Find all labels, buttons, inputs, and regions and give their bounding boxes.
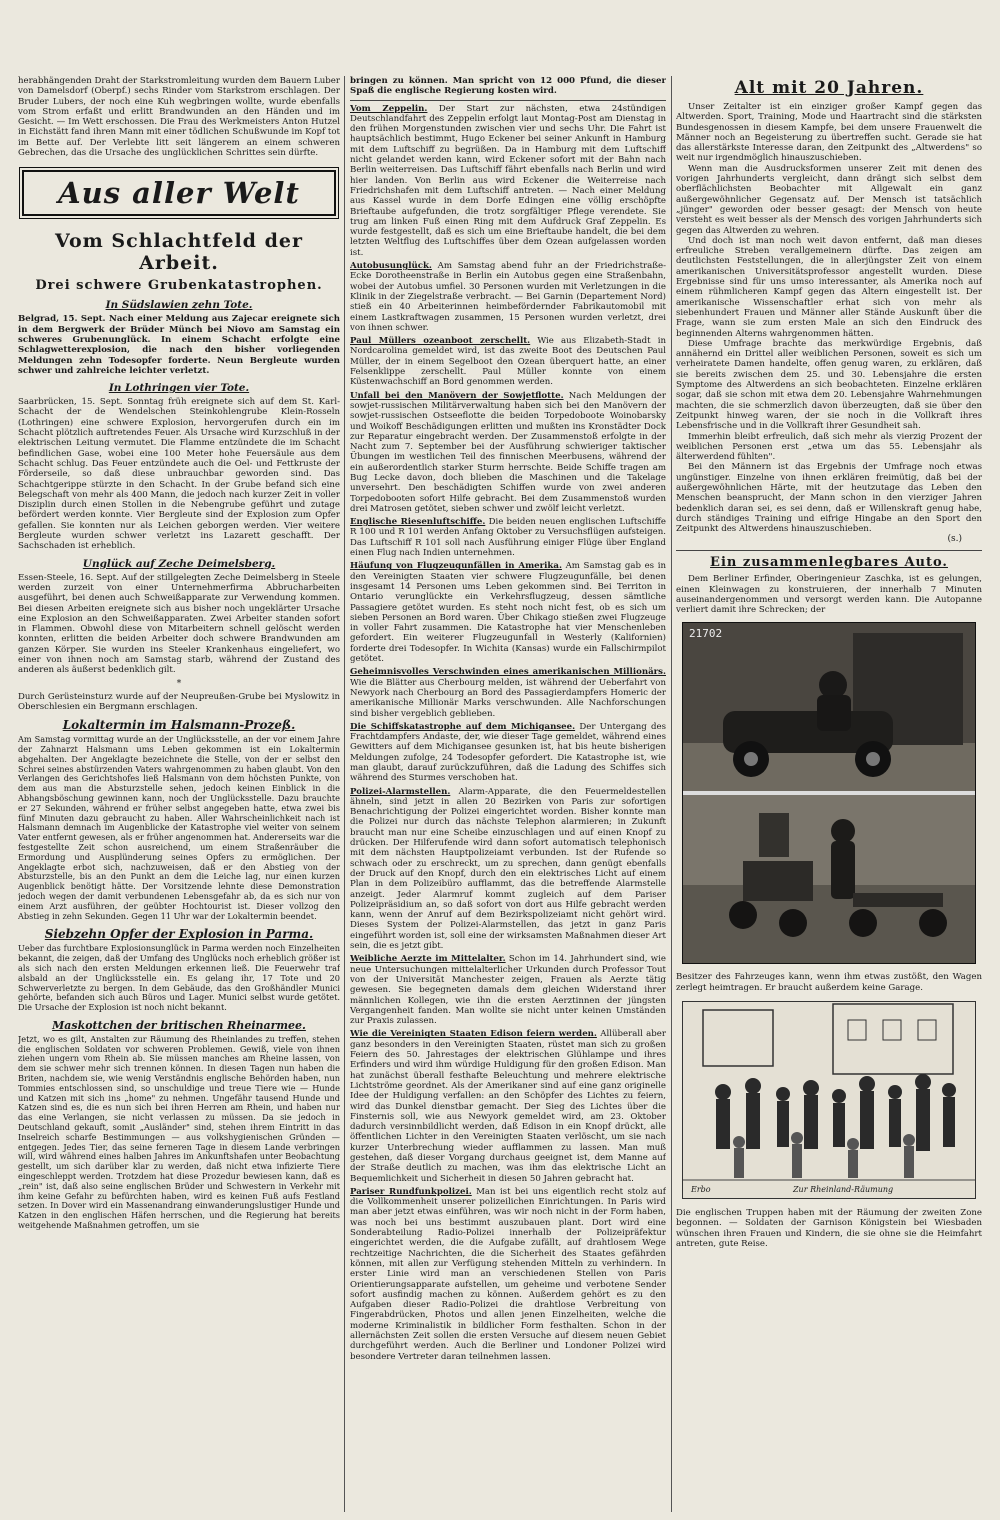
paragraph-alt-1: Unser Zeitalter ist ein einziger großer Kampf gegen das Altwerden. Sport, Training, Mode und Haartracht sind die stärksten Bundesgenossen in diesem Kampfe, bei dem unsere Frauenwelt die Männer noch an Begeisterung zu übertreffen sucht. Gerade sie hat das allerstärkste Interesse daran, den Zeitpunkt des „Altwerdens" so weit nur irgendmöglich hinauszuschieben. [676,102,982,164]
paragraph-alt-5: Immerhin bleibt erfreulich, daß sich mehr als vierzig Prozent der weiblichen Personen erst „etwa um das 55. Lebensjahr als älterwerdend fühlten". [676,431,982,463]
news-item-text: Der Start zur nächsten, etwa 24stündigen Deutschlandfahrt des Zeppelin erfolgt laut Montag-Post am Dienstag in den frühen Morgenstunden zwischen vier und sechs Uhr. Die Fahrt ist hauptsächlich bestimmt, Hugo Eckener bei seiner Ankunft in Hamburg mit dem Luftschiff zu begrüßen. Da in Hamburg mit dem Luftschiff nicht gelandet werden kann, wird Eckener sofort mit der Bahn nach Berlin weiterreisen. Das Luftschiff fährt ebenfalls nach Berlin und wird hier landen. Von Berlin aus wird Eckener die Weiterreise nach Friedrichshafen mit dem Luftschiff antreten. — Nach einer Meldung aus Kassel wurde in dem Dorfe Edingen eine völlig erschöpfte Brieftaube aufgefunden, die trotz sorgfältiger Pflege verendete. Sie trug am linken Fuß einen Ring mit dem Aufdruck Graf Zeppelin. Es wurde festgestellt, daß es sich um eine Brieftaube handelt, die bei dem letzten Weltflug des Luftschiffes über dem Ozean aufgelassen worden ist. [350,103,666,258]
caption-sketch: Die englischen Truppen haben mit der Räumung der zweiten Zone begonnen. — Soldaten der Garnison Königstein bei Wiesbaden wünschen ihren Frauen und Kindern, die sie ohne sie die Heimfahrt antreten, gute Reise. [676,1208,982,1249]
column-rule [344,76,345,1512]
separator-star: * [176,678,182,689]
paragraph-geruesteinsturz: Durch Gerüsteinsturz wurde auf der Neupreußen-Grube bei Myslowitz in Oberschlesien ein Bergmann erschlagen. [18,691,340,712]
news-item-heading: Polizei-Alarmstellen. [350,786,451,797]
subheadline: Drei schwere Grubenkatastrophen. [35,278,323,294]
paragraph-alt-6: Bei den Männern ist das Ergebnis der Umfrage noch etwas ungünstiger. Einzelne von ihnen erklären freimütig, daß bei der außergewöhnlichen Härte, mit der heutzutage das Leben den Menschen beansprucht, der Mann schon in den vierziger Jahren bedenklich daran sei, es sei denn, daß er Willenskraft genug habe, durch ständiges Training und eifrige Hingabe an den Sport den Zeitpunkt des Altwerdens hinauszuschieben. [676,462,982,535]
news-items [350,104,666,1362]
heading-maskottchen: Maskottchen der britischen Rheinarmee. [52,1018,306,1032]
heading-alt-mit-20: Alt mit 20 Jahren. [734,78,924,98]
heading-suedslawien: In Südslawien zehn Tote. [105,299,253,312]
news-item-heading: Pariser Rundfunkpolizei. [350,1186,472,1197]
divider [676,550,982,551]
news-item-text: Allüberall aber ganz besonders in den Vereinigten Staaten, rüstet man sich zu großen Feiern des 50. Jahrestages der elektrischen Glühlampe und ihres Erfinders und wird ihm würdige Huldigung für den großen Edison. Man hat zunächst überall festhafte Beleuchtung und mehrere elektrische Lichtströme geordnet. Als der Amerikaner sind auf eine ganz originelle Idee der Huldigung verfallen: an den Schöpfer des Lichtes zu feiern, wird das Dunkel dienstbar gemacht. Der Sieg des Lichtes über die Finsternis soll, wie aus Newyork gemeldet wird, am 23. Oktober dadurch versinnbildlicht werden, daß Edison in ein Knopf drückt, alle öffentlichen Lichter in den Vereinigten Staaten verlöscht, um sie nach kurzer Unterbrechung wieder aufflammen zu lassen. Man muß gestehen, daß dieser Vorgang durchaus geeignet ist, dem Manne auf der Straße deutlich zu machen, was ihm das elektrische Licht an Bequemlichkeit und Sicherheit in diesen 50 Jahren gebracht hat. [350,1029,666,1184]
sketch-image [683,1002,975,1198]
news-item-heading: Englische Riesenluftschiffe. [350,517,486,528]
news-item-text: Wie die Blätter aus Cherbourg melden, ist während der Ueberfahrt von Newyork nach Cherbourg an Bord des Passagierdampfers Homeric der amerikanische Millionär Marks verschwunden. Alle Nachforschungen sind bisher vergeblich geblieben. [350,677,666,719]
news-item [350,1187,666,1362]
caption-auto: Besitzer des Fahrzeuges kann, wenn ihm etwas zustößt, den Wagen zerlegt heimtragen. Er braucht außerdem keine Garage. [676,972,982,993]
news-item-text: Die beiden neuen englischen Luftschiffe R 100 und R 101 werden Anfang Oktober zu Versuchsflügen aufsteigen. Das Luftschiff R 101 soll nach Ausführung einiger Flüge über England einen Flug nach Indien unternehmen. [350,517,666,559]
news-item-text: Am Samstag gab es in den Vereinigten Staaten vier schwere Flugzeugunfälle, bei denen insgesamt 14 Personen ums Leben gekommen sind. Bei Territon in Ontario verunglückte ein Verkehrsflugzeug, dessen sämtliche Passagiere getötet wurden. Es steht noch nicht fest, ob es sich um sieben Personen an Bord waren. Über Chikago stießen zwei Flugzeuge in voller Fahrt zusammen. Die Katastrophe hat vier Menschenleben gefordert. Ein weiterer Flugzeugunfall in Westerly (Kalifornien) forderte drei Todesopfer. In Wichita (Kansas) wurde ein Fallschirmpilot getötet. [350,561,666,665]
column-rule [671,76,672,1512]
continued-text: bringen zu können. Man spricht von 12 000 Pfund, die dieser Spaß die englische Regierung kosten wird. [350,76,666,101]
news-item-text: Alarm-Apparate, die den Feuermeldestellen ähneln, sind jetzt in allen 20 Bezirken von Paris zur sofortigen Benachrichtigung der Polizei eingerichtet worden. Bisher konnte man die Polizei nur durch das nächste Telephon alarmieren; in Zukunft braucht man nur eine Scheibe einzuschlagen und auf einen Knopf zu drücken. Der Hilferufende wird dann sofort automatisch telephonisch mit dem nächsten Hauptpolizeiamt verbunden. Ist der Rufende so schwach oder zu erschreckt, um zu sprechen, dann genügt ebenfalls der Druck auf den Knopf, durch den ein elektrisches Licht auf einem Plan in dem Polizeibüro aufflammt, das die betreffende Alarmstelle anzeigt. Jeder Alarmruf kommt zugleich auf dem Pariser Polizeipräsidium an, so daß sofort von dort aus Hilfe gebracht werden kann, wenn der Anruf auf dem Bezirkspolizeiamt nicht gehört wird. Dieses System der Polizei-Alarmstellen, das jetzt in ganz Paris eingeführt worden ist, soll eine der wirksamsten Maßnahmen dieser Art sein, die es jetzt gibt. [350,786,666,952]
photo-image [683,623,975,963]
photo-folding-car [682,622,976,964]
heading-lothringen: In Lothringen vier Tote. [108,382,250,395]
column-left [18,76,340,1512]
paragraph-deimelsberg: Essen-Steele, 16. Sept. Auf der stillgelegten Zeche Deimelsberg in Steele werden zurzeit von einer Unternehmerfirma Abbrucharbeiten ausgeführt, bei denen auch Schweißapparate zur Verwendung kommen. Bei diesen Arbeiten ereignete sich aus bisher noch ungeklärter Ursache eine Explosion an den Schweißapparaten. Zwei Arbeiter standen sofort in Flammen. Obwohl diese von Mitarbeitern schnell gelöscht werden konnten, erlitten die beiden Arbeiter doch schwere Brandwunden am ganzen Körper. Sie wurden ins Steeler Krankenhaus eingeliefert, wo einer von ihnen noch am Samstag starb, während der Zustand des anderen als äußerst bedenklich gilt. [18,572,340,676]
news-item [350,261,666,333]
heading-halsmann: Lokaltermin im Halsmann-Prozeß. [62,718,296,733]
paragraph-alt-4: Diese Umfrage brachte das merkwürdige Ergebnis, daß annähernd ein Drittel aller weiblichen Personen, soweit es sich um verheiratete Damen handelte, offen genug waren, zu erklären, daß sie bereits zwischen dem 25. und 30. Lebensjahre die ersten Symptome des Altwerdens an sich beobachteten. Einzelne erklären sogar, daß sie schon mit etwa dem 20. Lebensjahre Wahrnehmungen machten, die sie schmerzlich davon überzeugten, daß sie über den Zeitpunkt hinweg waren, der sie noch in die Vollkraft ihres Lebensfrische und in die Vollkraft ihrer Gesundheit sah. [676,338,982,432]
headline: Vom Schlachtfeld der Arbeit. [55,230,303,275]
heading-auto: Ein zusammenlegbares Auto. [710,555,948,571]
paragraph-maskottchen: Jetzt, wo es gilt, Anstalten zur Räumung des Rheinlandes zu treffen, stehen die englischen Soldaten vor schweren Problemen. Gewiß, viele von ihnen ziehen ungern vom Rhein ab. Sie müssen manches am Rheine lassen, von dem sie schwer mehr sich trennen können. In diesen Tagen nun haben die Briten, nachdem sie, wie wenig Verständnis englische Behörden haben, nun Tommies entschlossen sind, so unschuldige und treue Tiere wie — Hunde und Katzen mit sich ins „home" zu nehmen. Ungefähr tausend Hunde und Katzen sind es, die es nun sich bei ihren Herren am Rhein, und haben nur das eine Verlangen, sie nicht verlassen zu müssen. Da sie jedoch in Deutschland gekauft, somit „Ausländer" sind, stehen ihrem Eintritt in das Inselreich scharfe Bestimmungen — aus volkshygienischen Gründen — entgegen. Jedes Tier, das seine ferneren Tage in diesem Lande verbringen will, wird während eines halben Jahres im Ankunftshafen unter Beobachtung gestellt, um sich darüber klar zu werden, daß nicht etwa infizierte Tiere eingeschleppt werden. Trotzdem hat diese Prozedur bewiesen kann, daß es „rein" ist, daß also seine englischen Brüder und Schwestern in Verkehr mit ihm keine Gefahr zu befürchten haben, wird es keinen Fuß aufs Festland setzen. In Dover wird ein Massenandrang einwanderungslustiger Hunde und Katzen in den englischen Häfen herrschen, und die Regierung hat bereits weitgehende Maßnahmen getroffen, um sie [18,1033,340,1231]
news-item-text: Schon im 14. Jahrhundert sind, wie neue Untersuchungen mittelalterlicher Urkunden durch Professor Tout von der Universität Manchester zeigen, Frauen als Aerzte tätig gewesen. Sie begegneten damals dem gleichen Widerstand ihrer männlichen Kollegen, wie ihn die ersten Aerztinnen der jüngsten Vergangenheit fanden. Man wollte sie nicht unter keinen Umständen zur Praxis zulassen. [350,954,666,1027]
news-item-text: Wie aus Elizabeth-Stadt in Nordcarolina gemeldet wird, ist das zweite Boot des Deutschen Paul Müller, der in einem Segelboot den Ozean überquert hatte, an einer Felsenklippe zerschellt. Paul Müller konnte von einem Küstenwachschiff an Bord genommen werden. [350,336,666,388]
heading-deimelsberg: Unglück auf Zeche Deimelsberg. [82,557,276,570]
news-item [350,1029,666,1183]
heading-parma: Siebzehn Opfer der Explosion in Parma. [44,927,314,942]
paragraph-alt-3: Und doch ist man noch weit davon entfernt, daß man dieses erfreuliche Streben verallgemeinern dürfte. Das zeigen am deutlichsten Feststellungen, die in allerjüngster Zeit von einem amerikanischen Universitätsprofessor angestellt wurden. Diese Ergebnisse sind für uns umso interessanter, als Amerika noch auf einem rühmlicheren Kampf gegen das Altern eingestellt ist. Der amerikanische Wissenschaftler erhat sich von mehr als siebenhundert Frauen und Männer aller Stände Auskunft über die Frage, wann sie zum ersten Male an sich den Eindruck des beginnenden Alterns wahrgenommen hätten. [676,235,982,339]
news-item-heading: Autobusunglück. [350,261,432,272]
news-item-heading: Häufung von Flugzeugunfällen in Amerika. [350,561,562,572]
photo-number: 21702 [689,626,723,640]
section-title-box [22,170,336,216]
news-item [350,722,666,784]
column-middle [350,76,666,1512]
intro-paragraph: herabhängenden Draht der Starkstromleitung wurden dem Bauern Luber von Damelsdorf (Oberpf.) sechs Rinder vom Starkstrom erschlagen. Der Bruder Lubers, der noch eine Kuh wegbringen wollte, wurde ebenfalls vom Strom erfaßt und erlitt Brandwunden an den Händen und im Gesicht. — Im Wett erschossen. Die Frau des Werkmeisters Anton Hutzel in Eichstätt fand ihren Mann mit einer tödlichen Schußwunde im Kopf tot im Bette auf. Der Verlebte litt seit längerem an einem schweren Gebrechen, das die Ursache des unglücklichen Schrittes sein dürfte. [18,76,340,159]
sketch-label: Zur Rheinland-Räumung [793,1185,894,1195]
paragraph-suedslawien: Belgrad, 15. Sept. Nach einer Meldung aus Zajecar ereignete sich in dem Bergwerk der Brüder Münch bei Niovo am Samstag ein schweres Grubenunglück. In einem Schacht erfolgte eine Schlagwetterexplosion, die nach den bisher vorliegenden Meldungen zehn Todesopfer forderte. Neun Bergleute wurden schwer und zahlreiche leichter verletzt. [18,314,340,376]
paragraph-auto: Dem Berliner Erfinder, Oberingenieur Zaschka, ist es gelungen, einen Kleinwagen zu konstruieren, der innerhalb 7 Minuten auseinandergenommen und versorgt werden kann. Die Autopanne verliert damit ihre Schrecken; der [676,574,982,616]
news-item [350,391,666,515]
news-item-heading: Paul Müllers ozeanboot zerschellt. [350,336,531,347]
news-item-heading: Geheimnisvolles Verschwinden eines amerikanischen Millionärs. [350,667,666,678]
news-item [350,517,666,558]
author-signature: (s.) [947,534,962,545]
news-item-heading: Die Schiffskatastrophe auf dem Michigansee. [350,721,576,732]
news-item-text: Man ist bei uns eigentlich recht stolz auf die Vollkommenheit unserer polizeilichen Einrichtungen. In Paris wird man aber jetzt etwas einführen, was wir noch nicht in der Form haben, was noch bei uns bestimmt auszubauen plant. Dort wird eine Sonderabteilung Radio-Polizei innerhalb der Polizeipräfektur eingerichtet werden, die die Aufgabe zufällt, auf drahtlosem Wege rechtzeitige Nachrichten, die die Sicherheit des Staates gefährden können, mit allen zur Verfügung stehenden Mitteln zu verhindern. In erster Linie wird man an verschiedenen Stellen von Paris Orientierungsapparate aufstellen, um geheime und verbotene Sender sofort ausfindig machen zu können. Außerdem gehört es zu den Aufgaben dieser Radio-Polizei die drahtlose Verbreitung von Fingerabdrücken, Photos und allen jenen Einzelheiten, welche die moderne Kriminalistik in bildlicher Form festhalten. Schon in der allernächsten Zeit sollen die ersten Versuche auf diesem neuen Gebiet durchgeführt werden. Auch die Berliner und Londoner Polizei wird besondere Vertreter daran teilnehmen lassen. [350,1186,666,1362]
sketch-rheinland [682,1001,976,1199]
paragraph-parma: Ueber das furchtbare Explosionsunglück in Parma werden noch Einzelheiten bekannt, die zeigen, daß der Umfang des Unglücks noch erheblich größer ist als sich nach den ersten Meldungen erkennen ließ. Die Feuerwehr traf alsbald an der Unglücksstelle ein. Es gelang ihr, 17 Tote und 20 Schwerverletzte zu bergen. In dem Gebäude, das den Großhändler Munici gehörte, befanden sich auch Büros und Lager. Munici selbst wurde getötet. Die Ursache der Explosion ist noch nicht bekannt. [18,943,340,1013]
news-item [350,104,666,258]
news-item-heading: Unfall bei den Manövern der Sowjetflotte. [350,390,564,401]
paragraph-lothringen: Saarbrücken, 15. Sept. Sonntag früh ereignete sich auf dem St. Karl-Schacht der de Wendelschen Steinkohlengrube Klein-Rosseln (Lothringen) eine schwere Explosion, hervorgerufen durch ein im Schacht plötzlich auftretendes Feuer. Als Ursache wird Kurzschluß in der elektrischen Leitung vermutet. Die Flamme entzündete die im Schacht befindlichen Gase, wobei eine 100 Meter hohe Feuersäule aus dem Schacht schlug. Das Feuer entzündete auch die Oel- und Fettkruste der Förderseile, so daß diese unbrauchbar geworden sind. Das Schachtgerippe stürzte in den Schacht. In der Grube befand sich eine Belegschaft von mehr als 400 Mann, die jedoch nach kurzer Zeit in voller Disziplin durch einen Stollen in die Nebengrube geführt und zutage befördert werden konnte. Vier Bergleute sind der Explosion zum Opfer gefallen. Sie konnten nur als Leichen geborgen werden. Vier weitere Bergleute wurden schwer verletzt ins Lazarett geschafft. Der Sachschaden ist erheblich. [18,397,340,552]
news-item-text: Der Untergang des Frachtdampfers Andaste, der, wie dieser Tage gemeldet, während eines Gewitters auf dem Michigansee gesunken ist, hat bis heute bisherigen Meldungen zufolge, 24 Todesopfer gefordert. Die Katastrophe ist, wie man glaubt, darauf zurückzuführen, daß die Ladung des Schiffes sich während des Sturmes verschoben hat. [350,721,666,784]
sketch-signature: Erbo [691,1185,711,1195]
column-right [676,76,982,1512]
news-item-text: Am Samstag abend fuhr an der Friedrichstraße-Ecke Dorotheenstraße in Berlin ein Autobus gegen eine Straßenbahn, wobei der Autobus umfiel. 30 Personen wurden mit Verletzungen in die Klinik in der Ziegelstraße verbracht. — Bei Garnin (Departement Nord) stieß ein 40 Arbeiterinnen heimbefördernder Fabrikautomobil mit einem Lastkraftwagen zusammen, 15 Personen wurden verletzt, drei von ihnen schwer. [350,261,666,333]
news-item [350,667,666,718]
news-item-heading: Weibliche Aerzte im Mittelalter. [350,954,506,965]
news-item [350,954,666,1026]
news-item-text: Nach Meldungen der sowjet-russischen Militärverwaltung haben sich bei den Manövern der sowjet-russischen Ostseeflotte die beiden Torpedoboote Woinobarsky und Woikoff Beschädigungen erlitten und mußten ins Kronstädter Dock zur Reparatur eingebracht werden. Der Zusammenstoß erfolgte in der Nacht zum 7. September bei der Ausführung schwieriger taktischer Übungen im westlichen Teil des finnischen Meerbusens, während der ein außerordentlich starker Sturm herrschte. Beide Schiffe tragen am Bug Lecke davon, doch blieben die Maschinen und die Takelage unversehrt. Den beschädigten Schiffen wurde von zwei anderen Torpedobooten sofort Hilfe gebracht. Bei dem Zusammenstoß wurden drei Matrosen getötet, sieben schwer und zwölf leicht verletzt. [350,390,666,514]
section-title: Aus aller Welt [58,176,300,211]
news-item-heading: Wie die Vereinigten Staaten Edison feiern werden. [350,1029,597,1040]
paragraph-alt-2: Wenn man die Ausdrucksformen unserer Zeit mit denen des vorigen Jahrhunderts vergleicht, dann drängt sich selbst dem oberflächlichsten Beobachter mit Allgewalt ein ganz außergewöhnlicher Gegensatz auf. Der Mensch ist tatsächlich „jünger" geworden oder besser gesagt: der Mensch von heute versteht es weit besser als der Mensch des vorigen Jahrhunderts sich gegen das Altwerden zu wehren. [676,163,982,236]
paragraph-halsmann: Am Samstag vormittag wurde an der Unglücksstelle, an der vor einem Jahre der Zahnarzt Halsmann ums Leben gekommen ist ein Lokaltermin abgehalten. Der Angeklagte bezeichnete die Stelle, von der er selbst den Schrei seines abstürzenden Vaters wahrgenommen zu haben glaubt. Von den Verlangen des Gerichtshofes ließ Halsmann von dem höchsten Punkte, von dem aus man die Absturzstelle sehen, jedoch keinen Einblick in die Abhangsböschung gewinnen kann, noch der Unglücksstelle. Dazu brauchte er 27 Sekunden, während er früher selbst angegeben hatte, etwa zwei bis fünf Minuten dazu gebraucht zu haben. Aller Wahrscheinlichkeit nach ist Halsmann demnach im Augenblicke der Katastrophe viel weiter von seinem Vater entfernt gewesen, als er früher angenommen hat. Andererseits war die festgestellte Zeit schon ausreichend, um einem Straßenräuber die Ermordung und Ausplünderung seines Opfers zu ermöglichen. Der Angeklagte erbot sich, nachzuweisen, daß er den Abstieg von der Absturzstelle, bis an den Punkt an dem die Leiche lag, nur einen kurzen Augenblick benötigt hätte. Der Vorsitzende lehnte diese Demonstration jedoch wegen der damit verbundenen Lebensgefahr ab, da es sich nur von einem Arzt ausführen, der geübter Hochtourist ist. Dieser vollzog den Abstieg in zehn Sekunden. Gegen 11 Uhr war der Lokaltermin beendet. [18,734,340,921]
news-item-heading: Vom Zeppelin. [350,103,428,114]
news-item [350,787,666,952]
news-item [350,561,666,664]
news-item [350,336,666,387]
